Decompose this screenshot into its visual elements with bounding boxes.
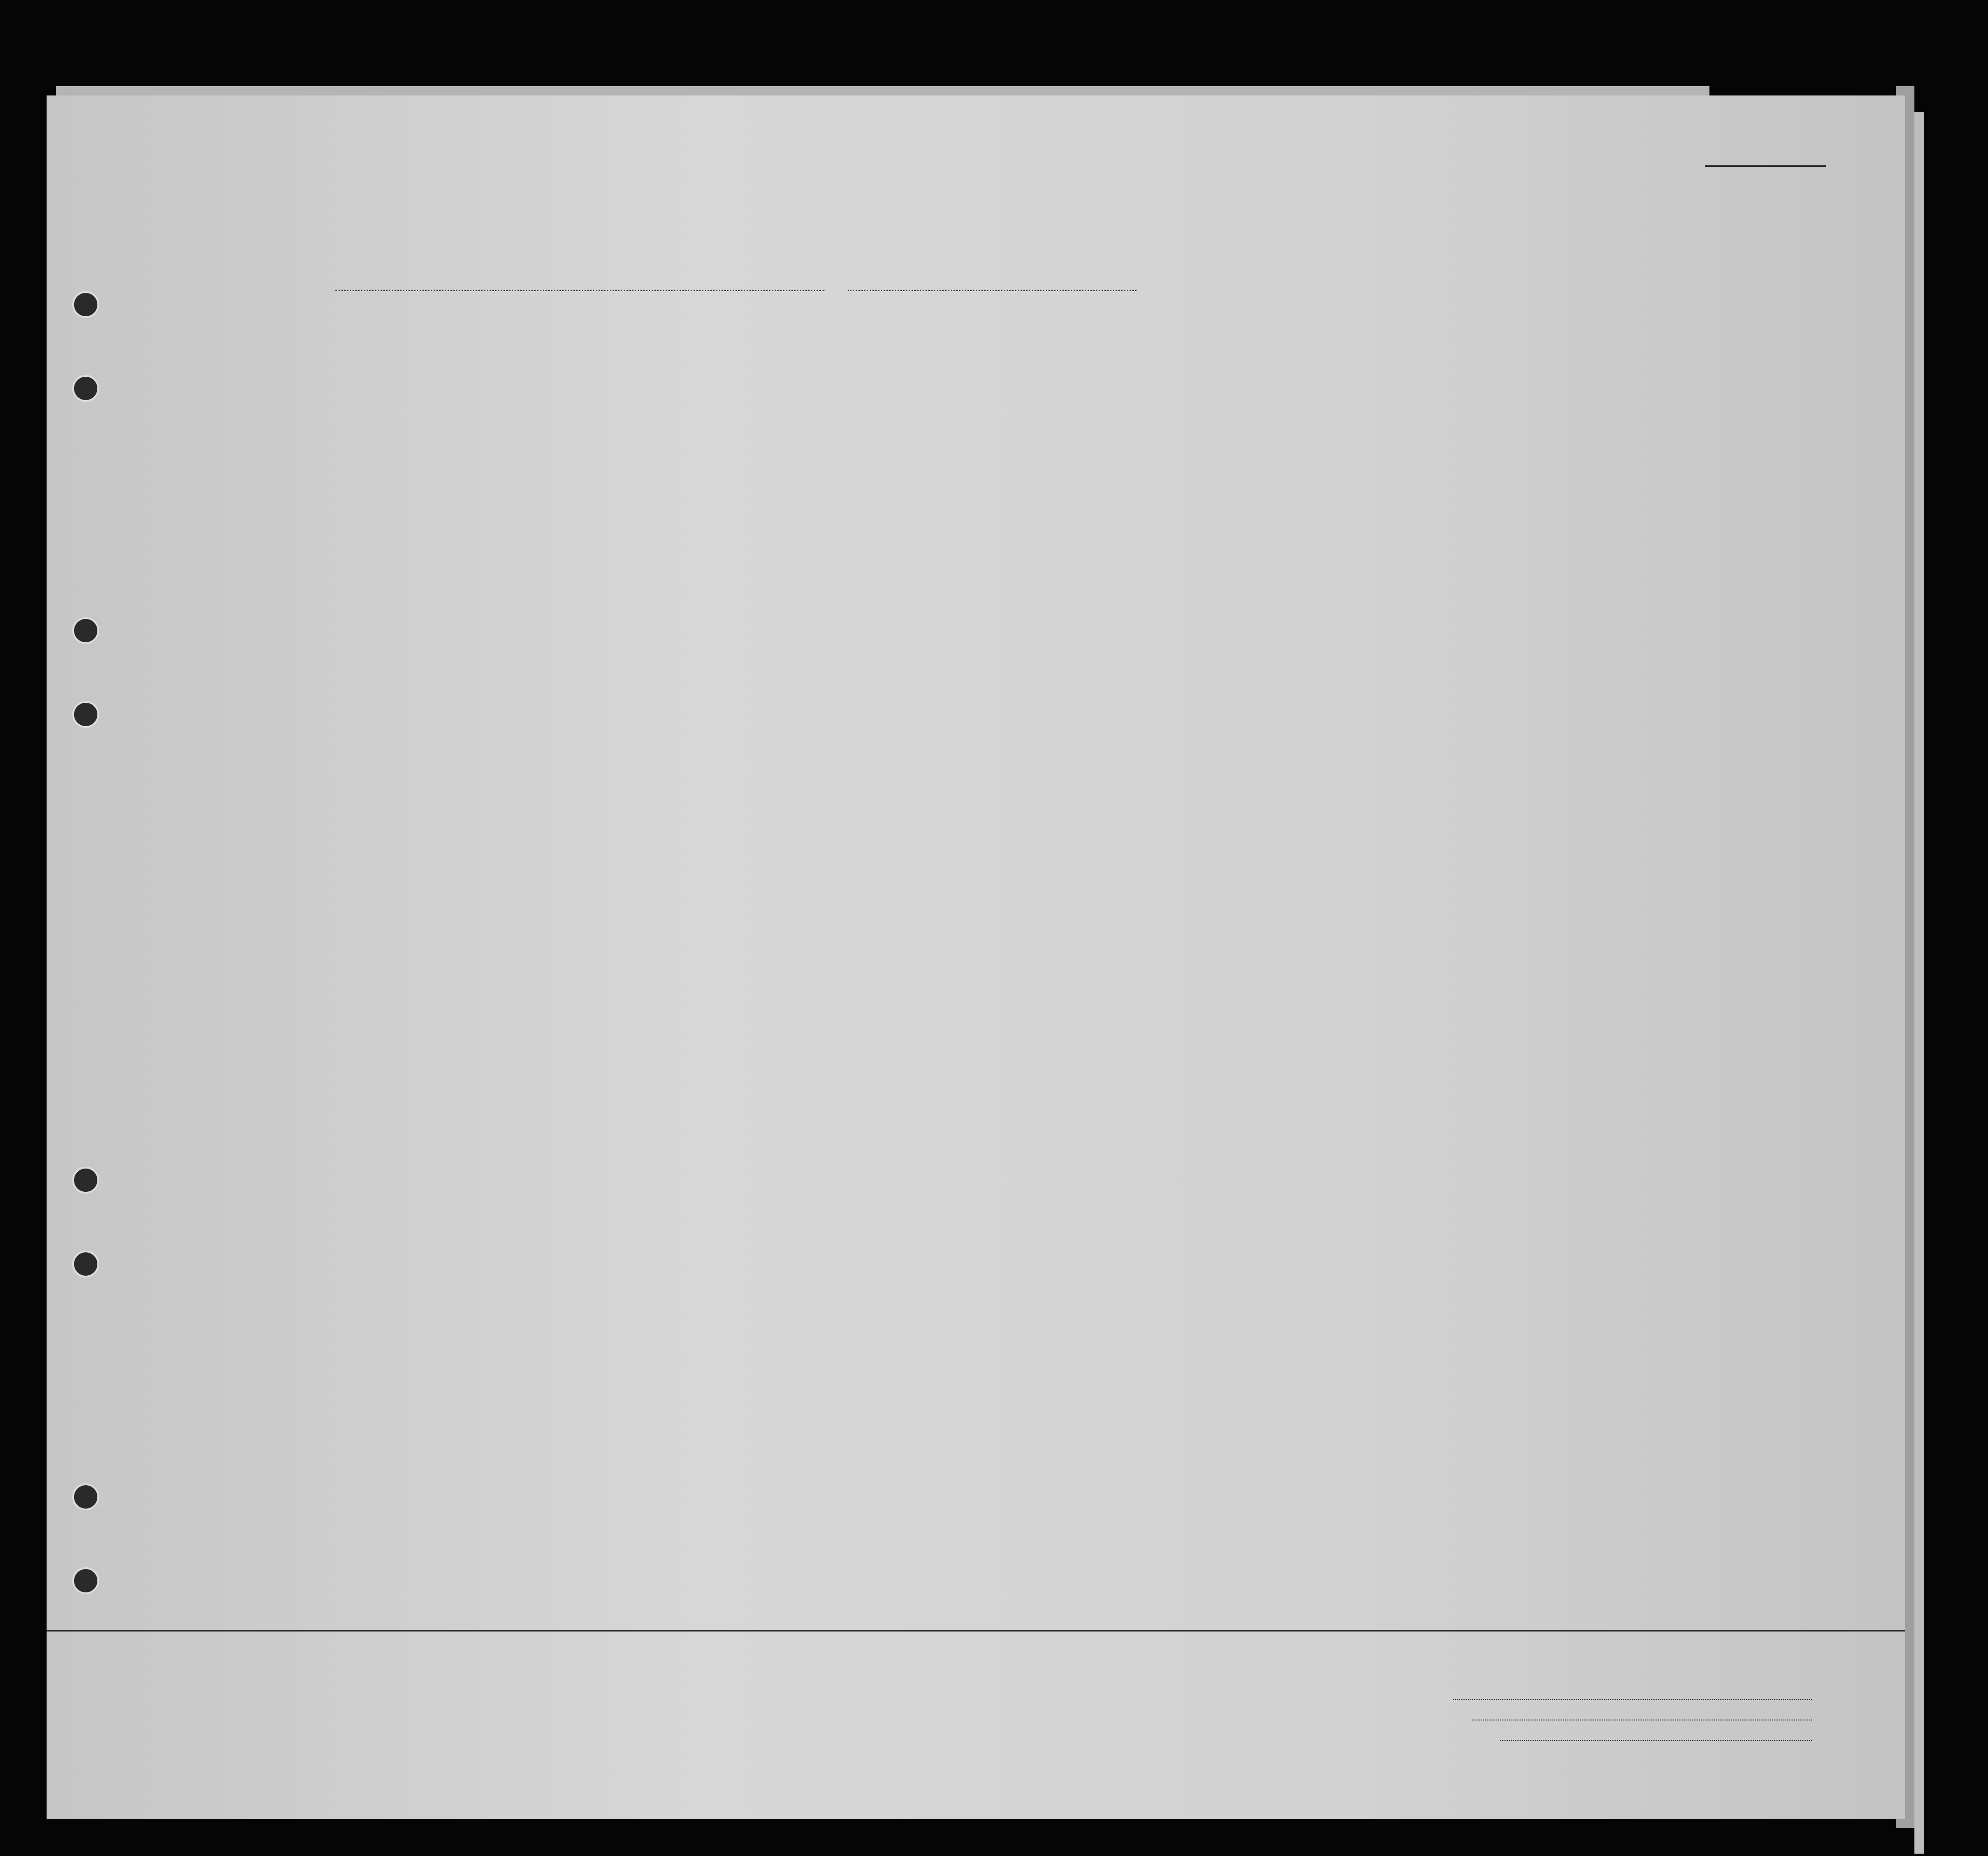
owners-dotted bbox=[1472, 1720, 1812, 1721]
footer-divider bbox=[47, 1630, 1905, 1632]
agents-dotted bbox=[1500, 1740, 1812, 1742]
line-dotted bbox=[1453, 1699, 1812, 1701]
